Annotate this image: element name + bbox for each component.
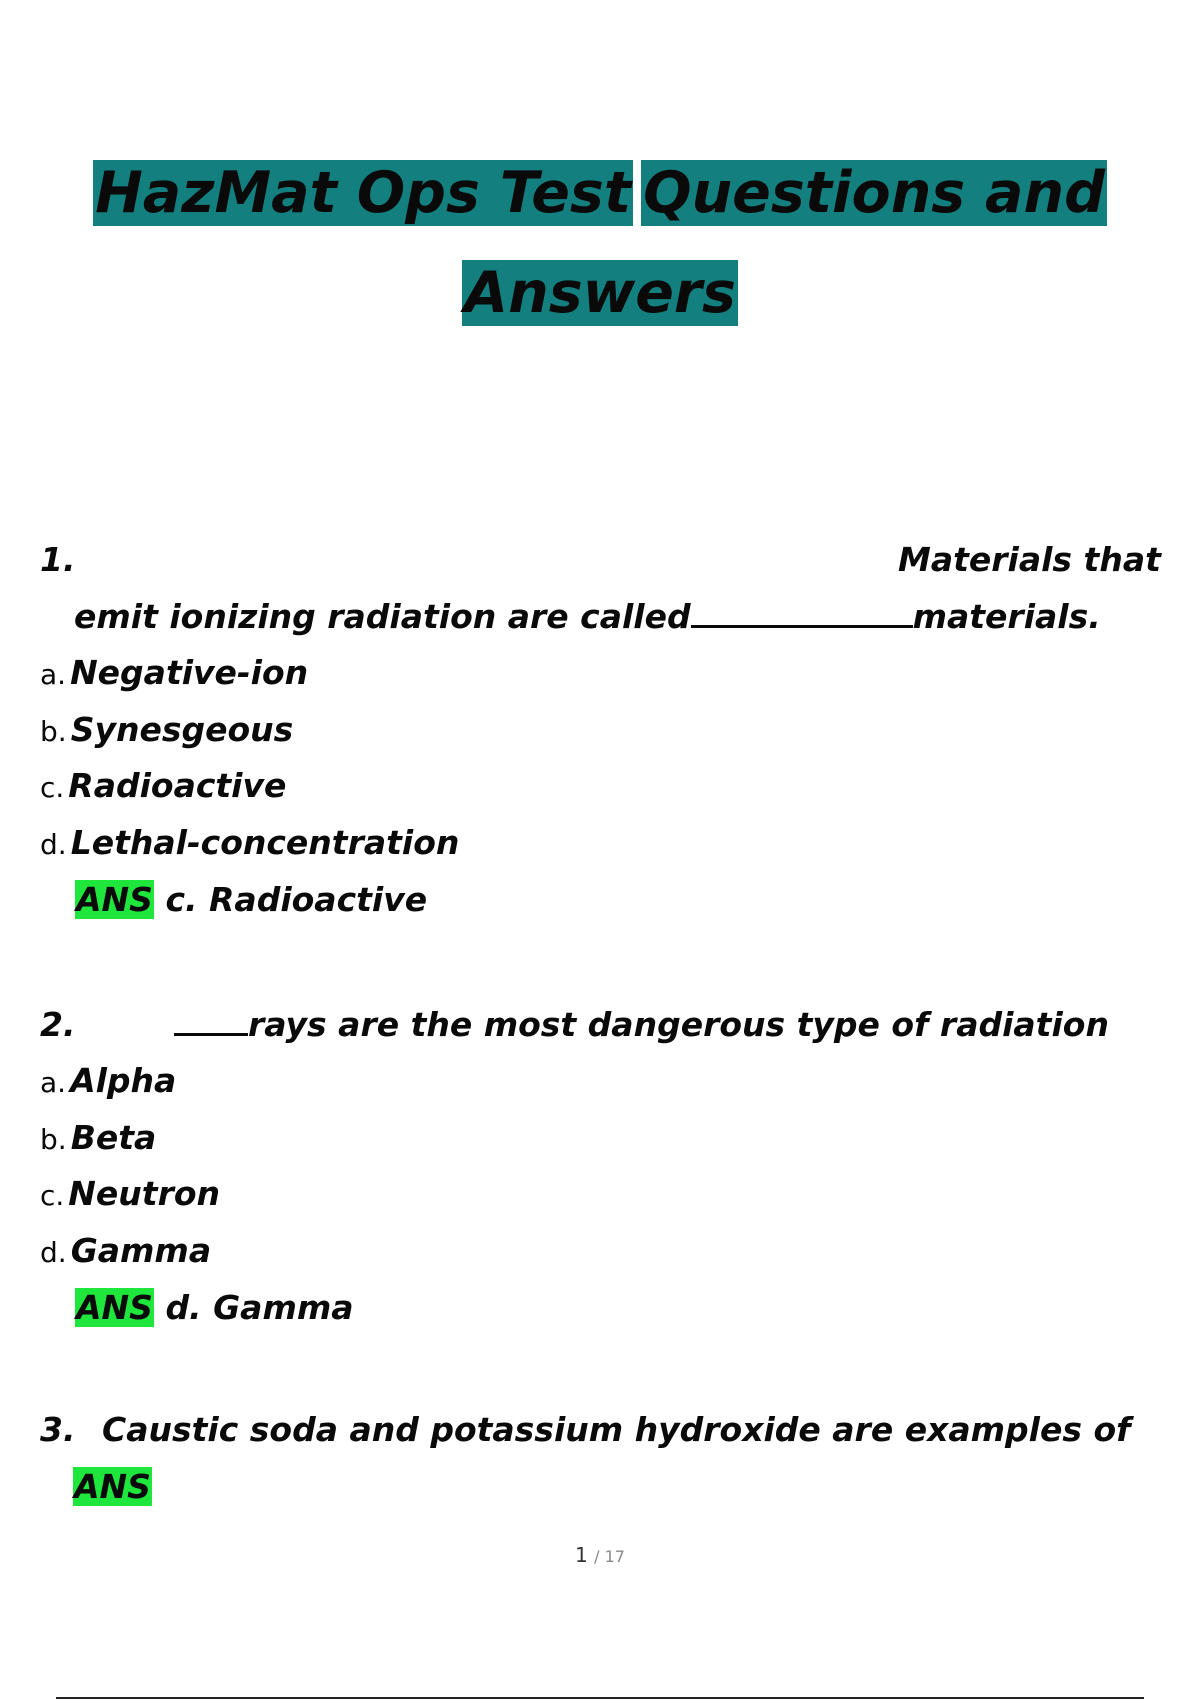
option-letter: c. xyxy=(40,1179,65,1212)
fill-in-blank xyxy=(174,1032,248,1036)
title-part-1: HazMat Ops Test xyxy=(95,160,632,226)
option-letter: a. xyxy=(40,1066,67,1099)
option-letter: a. xyxy=(40,658,67,691)
question-1-option-d xyxy=(40,823,459,865)
option-text: Alpha xyxy=(70,1061,177,1100)
question-1-text-line-2 xyxy=(74,597,1101,637)
question-1-option-a xyxy=(40,653,308,695)
question-3-number: 3. xyxy=(40,1410,76,1449)
option-text: Lethal-concentration xyxy=(70,823,460,862)
page-total: / 17 xyxy=(594,1547,625,1566)
option-letter: c. xyxy=(40,771,65,804)
question-3-text: Caustic soda and potassium hydroxide are examples of xyxy=(102,1410,1131,1449)
title-part-3: Answers xyxy=(464,260,736,326)
answer-text: d. Gamma xyxy=(165,1288,354,1327)
page-number xyxy=(0,1543,1200,1567)
option-letter: d. xyxy=(40,1236,67,1269)
option-letter: b. xyxy=(40,1123,67,1156)
option-text: Beta xyxy=(70,1118,157,1157)
question-2-option-c xyxy=(40,1174,220,1216)
page-current: 1 xyxy=(575,1543,588,1567)
question-1-number: 1. xyxy=(40,540,76,579)
answer-tag: ANS xyxy=(76,880,153,919)
option-text: Neutron xyxy=(68,1174,221,1213)
question-1-text-part-2: emit ionizing radiation are called xyxy=(74,597,691,636)
option-text: Gamma xyxy=(70,1231,212,1270)
question-2-text: rays are the most dangerous type of radiation xyxy=(248,1005,1109,1044)
question-2-answer xyxy=(75,1288,353,1328)
option-text: Radioactive xyxy=(68,766,287,805)
title-part-2: Questions and xyxy=(643,160,1105,226)
answer-tag: ANS xyxy=(76,1288,153,1327)
question-1-option-b xyxy=(40,710,293,752)
question-1-option-c xyxy=(40,766,286,808)
option-text: Negative-ion xyxy=(70,653,309,692)
option-letter: b. xyxy=(40,715,67,748)
page-divider xyxy=(56,1697,1144,1699)
question-2-option-a xyxy=(40,1061,176,1103)
answer-tag: ANS xyxy=(74,1467,151,1506)
question-1-text-part-1: Materials that xyxy=(898,540,1161,579)
question-2-number: 2. xyxy=(40,1005,76,1044)
answer-text: c. Radioactive xyxy=(165,880,428,919)
fill-in-blank xyxy=(691,624,913,628)
question-1-answer xyxy=(75,880,427,920)
option-text: Synesgeous xyxy=(70,710,294,749)
question-2-option-d xyxy=(40,1231,211,1273)
document-title-line-1 xyxy=(0,160,1200,226)
question-2-text-line xyxy=(174,1005,1109,1045)
question-3-answer xyxy=(73,1467,152,1507)
option-letter: d. xyxy=(40,828,67,861)
question-2-option-b xyxy=(40,1118,156,1160)
question-1-text-part-3: materials. xyxy=(912,597,1101,636)
document-title-line-2 xyxy=(0,260,1200,326)
